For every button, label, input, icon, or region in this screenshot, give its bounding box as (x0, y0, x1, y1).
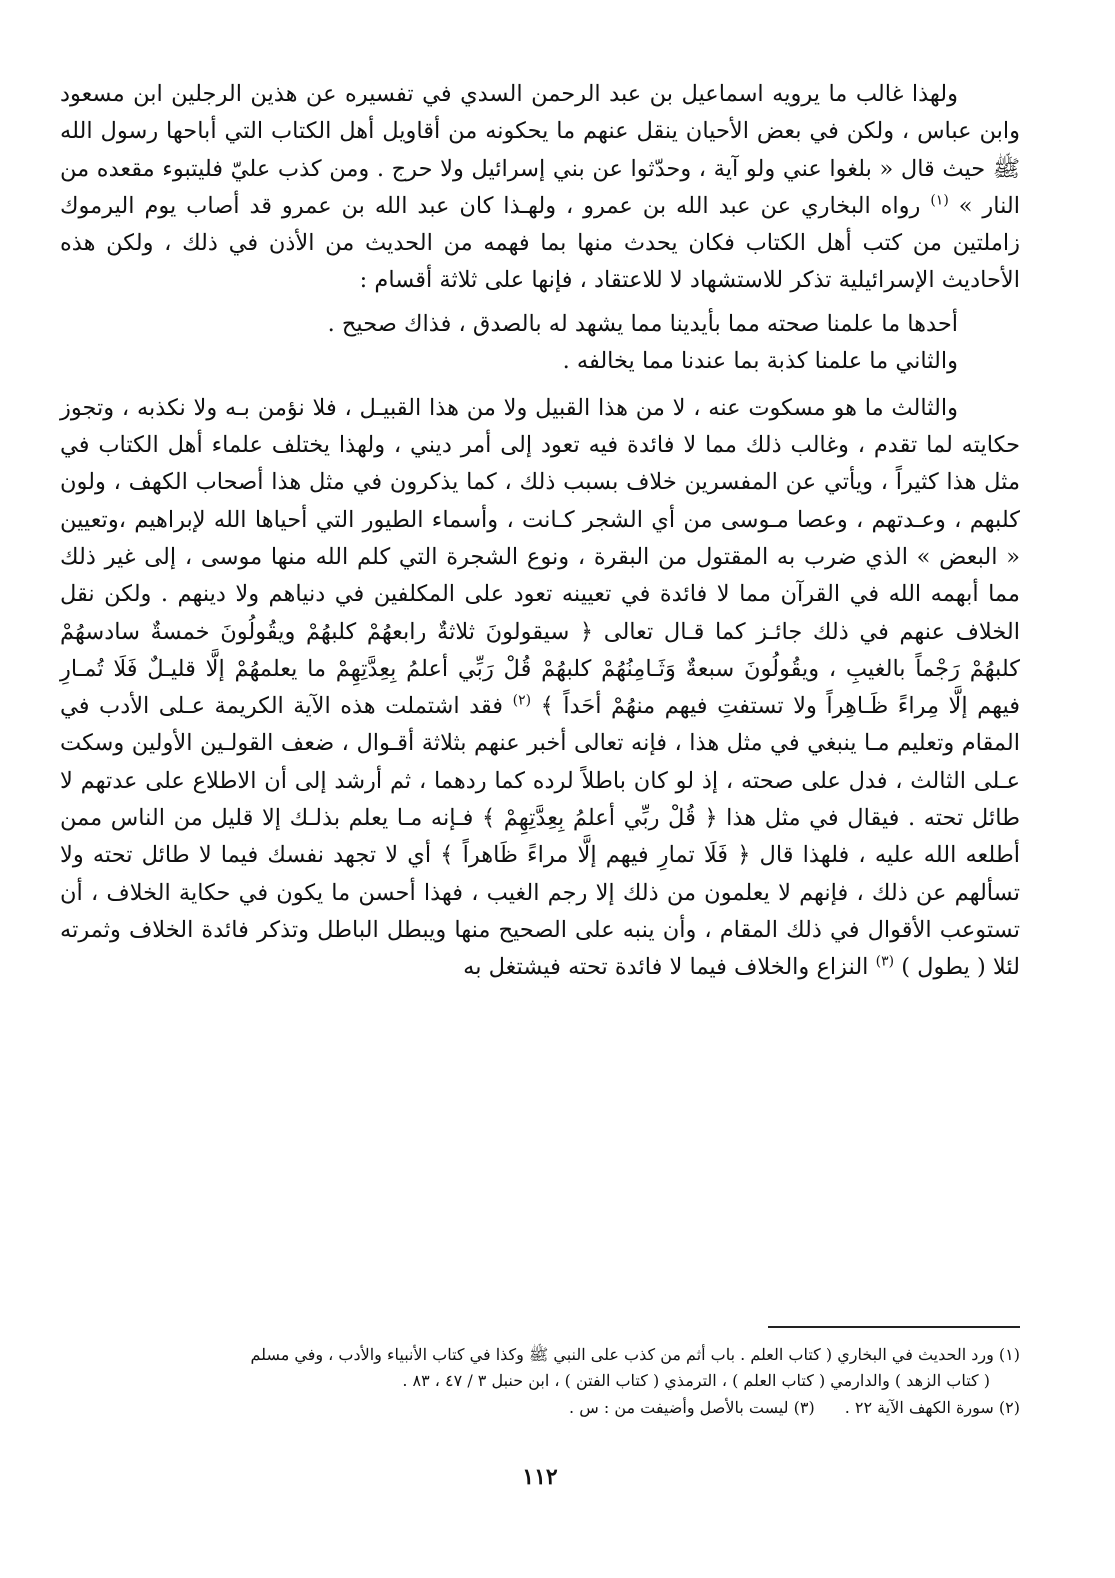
footnote-1-line-1: (١) ورد الحديث في البخاري ( كتاب العلم . باب أثم من كذب على النبي ﷺ وكذا في كتاب الأنبياء والأدب ، وفي مسلم (250, 1345, 1020, 1364)
footnotes-2-3-row (60, 1394, 1020, 1422)
page-number: ١١٢ (522, 1464, 558, 1490)
footnote-1-line-2: ( كتاب الزهد ) والدارمي ( كتاب العلم ) ، الترمذي ( كتاب الفتن ) ، ابن حنبل ٣ / ٤٧ ، ٨٣ . (402, 1371, 990, 1390)
paragraph-sources (60, 76, 1020, 300)
book-page (60, 76, 1020, 1556)
footnote-2: (٢) سورة الكهف الآية ٢٢ . (844, 1398, 1020, 1417)
footnotes (60, 1342, 1020, 1422)
paragraph-third-ending: النزاع والخلاف فيما لا فائدة تحته فيشتغل به (463, 954, 869, 981)
list-item-second: والثاني ما علمنا كذبة بما عندنا مما يخالفه . (562, 347, 958, 374)
footnote-separator (768, 1326, 1020, 1328)
footnote-3: (٣) ليست بالأصل وأضيفت من : س . (569, 1398, 815, 1417)
footnote-ref-3: (٣) (875, 953, 895, 970)
paragraph-third-continuation: فقد اشتملت هذه الآية الكريمة عـلى الأدب في المقام وتعليم مـا ينبغي في مثل هذا ، فإنه تعالى أخبر عنهم بثلاثة أقـوال ، ضعف القولـين الأولين وسكت عـلى الثالث ، فدل على صحته ، إذ لو كان باطلاً لرده كما ردهما ، ثم أرشد إلى أن الاطلاع على عدتهم لا طائل تحته . فيقال في مثل هذا ﴿ قُلْ ربِّي أعلمُ بِعِدَّتِهِمْ ﴾ فـإنه مـا يعلم بذلـك إلا قليل من الناس ممن أطلعه الله عليه ، فلهذا قال ﴿ فَلَا تمارِ فيهم إلَّا مراءً ظَاهراً ﴾ أي لا تجهد نفسك فيما لا طائل تحته ولا تسألهم عن ذلك ، فإنهم لا يعلمون من ذلك إلا رجم الغيب ، فهذا أحسن ما يكون في حكاية الخلاف ، أن تستوعب الأقوال في ذلك المقام ، وأن ينبه على الصحيح منها ويبطل الباطل وتذكر فائدة الخلاف وثمرته لئلا ( يطول ) (60, 693, 1020, 981)
list-item-first: أحدها ما علمنا صحته مما بأيدينا مما يشهد له بالصدق ، فذاك صحيح . (327, 310, 958, 337)
three-categories-list (60, 306, 1020, 380)
paragraph-third-category (60, 390, 1020, 987)
paragraph-sources-text: ولهذا غالب ما يرويه اسماعيل بن عبد الرحمن السدي في تفسيره عن هذين الرجلين ابن مسعود وابن عباس ، ولكن في بعض الأحيان ينقل عنهم ما يحكونه من أقاويل أهل الكتاب التي أباحها رسول الله ﷺ حيث قال « بلغوا عني ولو آية ، وحدّثوا عن بني إسرائيل ولا حرج . ومن كذب عليّ فليتبوء مقعده من النار » (60, 81, 1021, 219)
footnote-ref-2: (٢) (512, 692, 532, 709)
paragraph-sources-continuation: رواه البخاري عن عبد الله بن عمرو ، ولهـذا كان عبد الله بن عمرو قد أصاب يوم اليرموك زاملتين من كتب أهل الكتاب فكان يحدث منها بما فهمه من الحديث من الأذن في ذلك ، ولكن هذه الأحاديث الإسرائيلية تذكر للاستشهاد لا للاعتقاد ، فإنها على ثلاثة أقسام : (60, 192, 1020, 294)
paragraph-third-text: والثالث ما هو مسكوت عنه ، لا من هذا القبيل ولا من هذا القبيـل ، فلا نؤمن بـه ولا نكذبه ، وتجوز حكايته لما تقدم ، وغالب ذلك مما لا فائدة فيه تعود إلى أمر ديني ، ولهذا يختلف علماء أهل الكتاب في مثل هذا كثيراً ، ويأتي عن المفسرين خلاف بسبب ذلك ، كما يذكرون في مثل هذا أصحاب الكهف ، ولون كلبهم ، وعـدتهم ، وعصا مـوسى من أي الشجر كـانت ، وأسماء الطيور التي أحياها الله لإبراهيم ،وتعيين « البعض » الذي ضرب به المقتول من البقرة ، ونوع الشجرة التي كلم الله منها موسى ، إلى غير ذلك مما أبهمه الله في القرآن مما لا فائدة في تعيينه تعود على المكلفين في دنياهم ولا دينهم . ولكن نقل الخلاف عنهم في ذلك جائـز كما قـال تعالى ﴿ سيقولونَ ثلاثةٌ رابعهُمْ كلبهُمْ ويقُولُونَ خمسةٌ سادسهُمْ كلبهُمْ رَجْماً بالغيبِ ، ويقُولُونَ سبعةٌ وَثَـامِنُهُمْ كلبهُمْ قُلْ رَبِّي أعلمُ بِعِدَّتِهِمْ ما يعلمهُمْ إلَّا قليـلٌ فَلَا تُمـارِ فيهم إلَّا مِراءً ظَـاهِراً ولا تستفتِ فيهم منهُمْ أحَداً ﴾ (60, 394, 1021, 720)
footnote-ref-1: (١) (930, 192, 949, 209)
